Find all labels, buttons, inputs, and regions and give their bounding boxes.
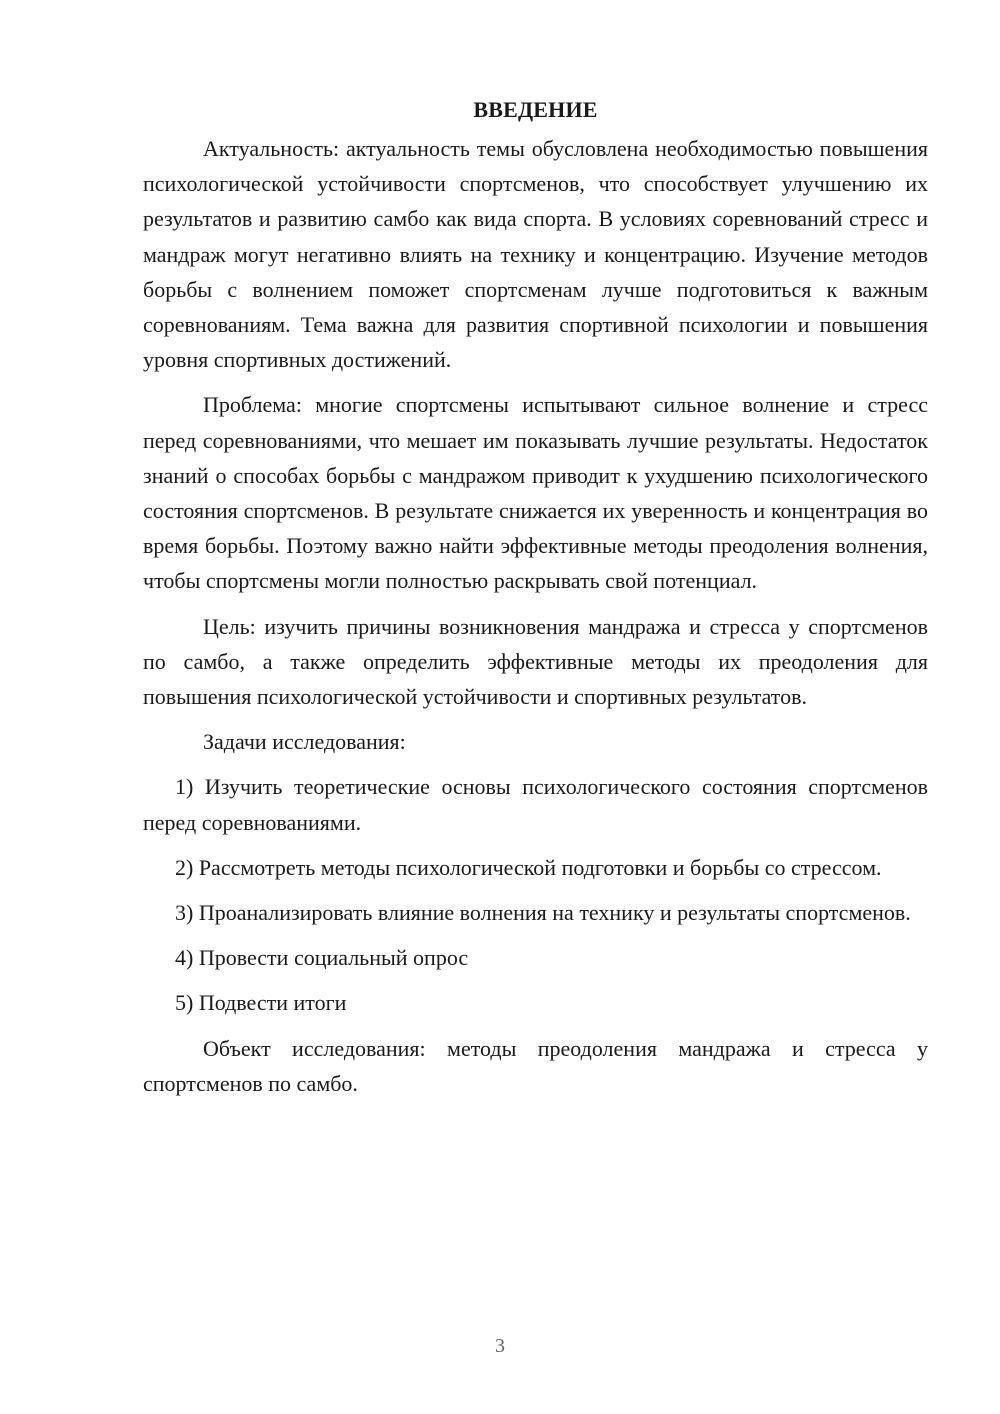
task-item: 2) Рассмотреть методы психологической подготовки и борьбы со стрессом. <box>175 854 882 880</box>
task-item: 4) Провести социальный опрос <box>175 945 469 971</box>
document-page <box>143 92 928 1111</box>
tasks-heading: Задачи исследования: <box>203 729 406 755</box>
problem-paragraph: Проблема: многие спортсмены испытывают сильное волнение и стресс перед соревнованиями, что мешает им показывать лучшие результаты. Недостаток знаний о способах борьбы с мандражом приводит к ухудшению психологического состояния спортсменов. В результате снижается их уверенность и концентрация во время борьбы. Поэтому важно найти эффективные методы преодоления волнения, чтобы спортсмены могли полностью раскрывать свой потенциал. <box>143 392 928 594</box>
object-paragraph: Объект исследования: методы преодоления мандража и стресса у спортсменов по самбо. <box>143 1035 928 1096</box>
goal-paragraph: Цель: изучить причины возникновения мандража и стресса у спортсменов по самбо, а также определить эффективные методы их преодоления для повышения психологической устойчивости и спортивных результатов. <box>143 613 928 710</box>
task-item: 3) Проанализировать влияние волнения на технику и результаты спортсменов. <box>175 900 911 926</box>
relevance-paragraph: Актуальность: актуальность темы обусловлена необходимостью повышения психологической устойчивости спортсменов, что способствует улучшению их результатов и развитию самбо как вида спорта. В условиях соревнований стресс и мандраж могут негативно влиять на технику и концентрацию. Изучение методов борьбы с волнением поможет спортсменам лучше подготовиться к важным соревнованиям. Тема важна для развития спортивной психологии и повышения уровня спортивных достижений. <box>143 136 928 373</box>
page-number: 3 <box>495 1335 505 1357</box>
task-item: 1) Изучить теоретические основы психологического состояния спортсменов перед соревнованиями. <box>143 774 928 835</box>
section-title: ВВЕДЕНИЕ <box>473 97 598 122</box>
task-item: 5) Подвести итоги <box>175 990 347 1016</box>
